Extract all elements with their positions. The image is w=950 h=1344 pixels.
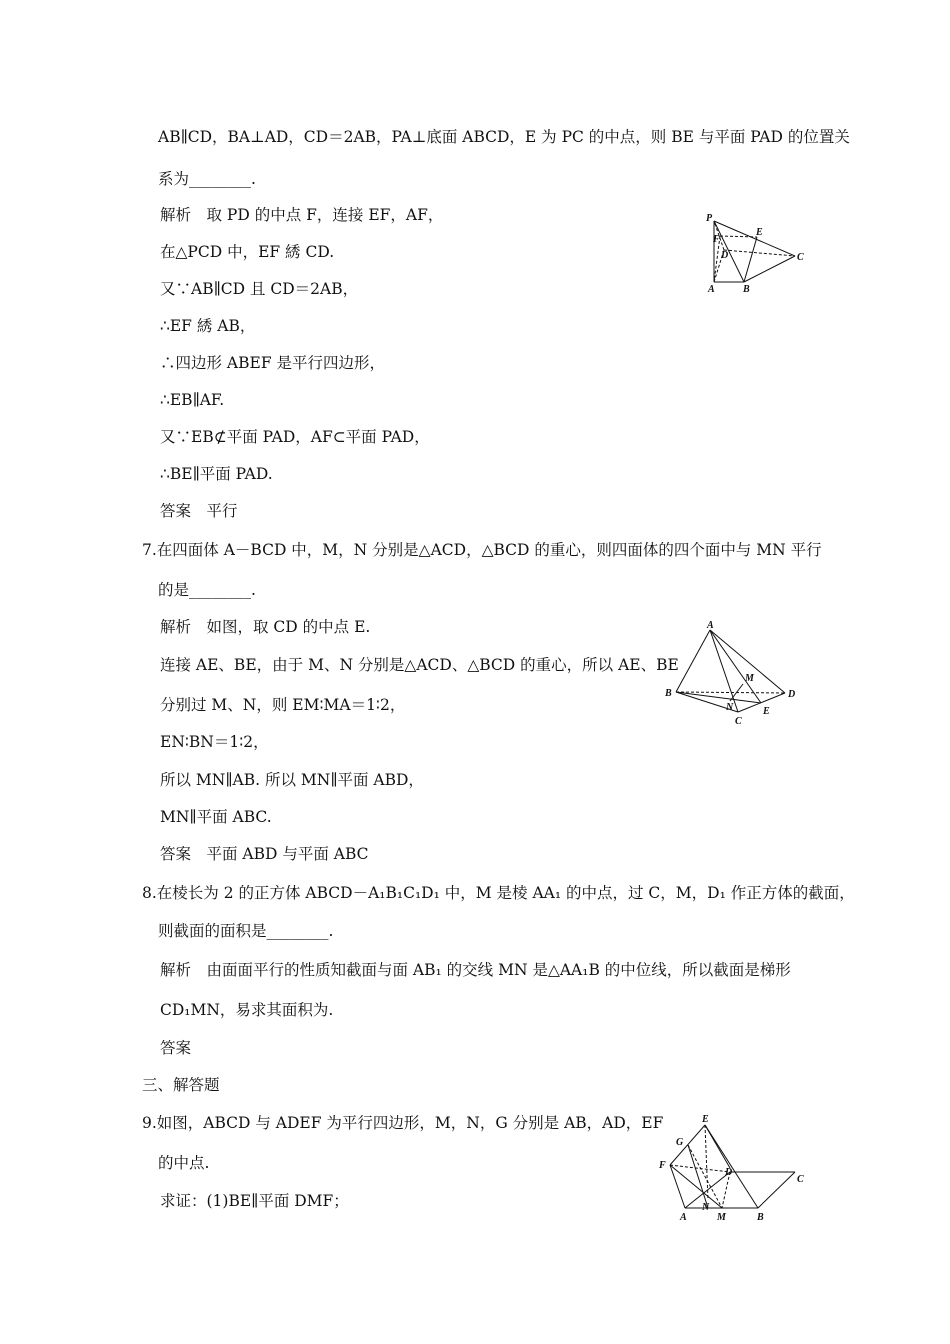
label-C: C (797, 1174, 804, 1185)
pyramid-figure (700, 210, 810, 300)
text-line: AB∥CD，BA⊥AD，CD＝2AB，PA⊥底面 ABCD，E 为 PC 的中点，则 BE 与平面 PAD 的位置关 (158, 128, 850, 146)
label-G: G (676, 1137, 684, 1148)
text-line: EN∶BN＝1∶2， (160, 733, 269, 751)
text-line: 解析 由面面平行的性质知截面与面 AB₁ 的交线 MN 是△AA₁B 的中位线，所以截面是梯形 (160, 961, 791, 979)
label-A: A (708, 284, 715, 295)
text-line: ∴四边形 ABEF 是平行四边形， (160, 354, 386, 372)
text-line: 的中点. (158, 1154, 210, 1172)
question-line: 9.如图，ABCD 与 ADEF 为平行四边形，M，N，G 分别是 AB，AD，EF (142, 1114, 664, 1132)
answer-line: 答案 (160, 1039, 192, 1057)
label-E: E (763, 706, 770, 717)
text-line: ∴EF 綉 AB， (160, 317, 256, 335)
label-C: C (735, 716, 742, 727)
label-A: A (680, 1212, 687, 1223)
text-line: 的是________. (158, 581, 256, 599)
label-B: B (757, 1212, 764, 1223)
text-line: 又∵AB∥CD 且 CD＝2AB， (160, 280, 359, 298)
answer-line: 答案 平行 (160, 502, 238, 520)
answer-line: 答案 平面 ABD 与平面 ABC (160, 845, 369, 863)
text-line: 系为________. (158, 170, 256, 188)
text-line: 求证：(1)BE∥平面 DMF； (160, 1192, 349, 1210)
label-B: B (743, 284, 750, 295)
text-line: CD₁MN，易求其面积为. (160, 1001, 334, 1019)
text-line: 解析 如图，取 CD 的中点 E. (160, 618, 371, 636)
text-line: 所以 MN∥AB. 所以 MN∥平面 ABD， (160, 771, 424, 789)
label-D: D (725, 1167, 733, 1178)
label-C: C (797, 252, 804, 263)
question-line: 8.在棱长为 2 的正方体 ABCD－A₁B₁C₁D₁ 中，M 是棱 AA₁ 的中点，过 C，M，D₁ 作正方体的截面， (142, 884, 855, 902)
text-line: 解析 取 PD 的中点 F，连接 EF，AF， (160, 206, 444, 224)
parallelogram-figure (650, 1110, 820, 1228)
label-E: E (756, 227, 763, 238)
text-line: ∴BE∥平面 PAD. (160, 465, 273, 483)
label-P: P (706, 213, 713, 224)
label-N: N (702, 1202, 710, 1213)
question-line: 7.在四面体 A－BCD 中，M，N 分别是△ACD，△BCD 的重心，则四面体的四个面中与 MN 平行 (142, 541, 822, 559)
label-M: M (745, 673, 754, 684)
text-line: 分别过 M、N，则 EM∶MA＝1∶2， (160, 696, 406, 714)
label-F: F (659, 1160, 666, 1171)
text-line: ∴EB∥AF. (160, 391, 225, 409)
text-line: 连接 AE、BE，由于 M、N 分别是△ACD、△BCD 的重心，所以 AE、BE (160, 656, 679, 674)
label-D: D (721, 250, 729, 261)
text-line: 在△PCD 中，EF 綉 CD. (160, 243, 335, 261)
label-N: N (726, 702, 734, 713)
text-line: 又∵EB⊄平面 PAD，AF⊂平面 PAD， (160, 428, 430, 446)
section-heading: 三、解答题 (142, 1076, 220, 1094)
text-line: 则截面的面积是________. (158, 922, 334, 940)
label-D: D (788, 689, 796, 700)
label-E: E (702, 1114, 709, 1125)
label-B: B (665, 688, 672, 699)
text-line: MN∥平面 ABC. (160, 808, 272, 826)
tetrahedron-figure (660, 620, 810, 730)
label-M: M (717, 1212, 726, 1223)
label-F: F (713, 234, 720, 245)
label-A: A (707, 620, 714, 631)
